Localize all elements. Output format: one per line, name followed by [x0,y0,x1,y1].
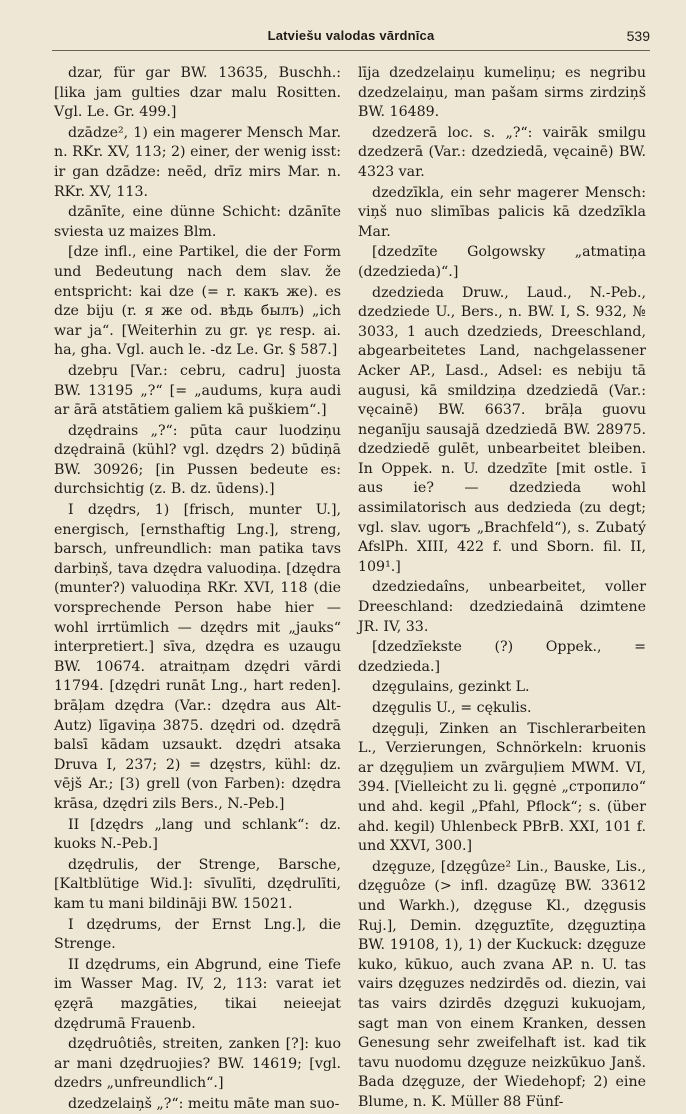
page-number: 539 [626,28,650,44]
entry-dzedziekste: [dzedzīekste (?) Oppek., = dzedzieda.] [358,639,646,675]
entry-dzeguze: dzęguze, [dzęgûze² Lin., Bauske, Lis., dzęguôze (> infl. dzagūzę BW. 33612 und Warkh.), dzęguse Kl., dzęgusis Ruj.], Demin. dzęguztīte, dzęguztiņa BW. 19108, 1), 1) der Kuckuck: dzęguze kuko, kūkuo, auch zvana AP. n. U. tas vairs dzęguzes nedzirdēs od. diezin, vai tas vairs dzirdēs dzęguzi kukuojam, sagt man von einem Kranken, dessen Genesung sehr zweifelhaft ist. kad tik tavu nuodomu dzęguze neizkūkuo Janš. Bada dzęguze, der Wiedehopf; 2) eine Blume, n. K. Müller 88 Fünf- [358,858,646,1110]
entry-dzedrulis: dzędrulis, der Strenge, Barsche, [Kaltblütige Wid.]: sīvulīti, dzędrulīti, kam tu mani bildināji BW. 15021. [54,856,341,912]
entry-dzedrums-1: I dzędrums, der Ernst Lng.], die Strenge. [54,916,341,953]
entry-dzegulis: dzęgulis U., = cękulis. [372,700,532,716]
entry-dzedzieda: dzedzieda Druw., Laud., N.-Peb., dzedziede U., Bers., n. BW. I, S. 932, № 3033, 1 auch dzedzieds, Dreeschland, abgearbeitetes Land, nachgelassener Acker AP., Lasd., Adsel: es nebiju tā augusi, kā smildziņa dzedziedā (Var.: vęcainē) BW. 6637. brāļa guovu neganīju sausajā dzedziedā BW. 28975. dzedziedē gulēt, unbearbeitet bleiben. In Oppek. n. U. dzedzīte [mit ostle. ī aus ie? — dzedzieda wohl assimilatorisch aus dedzieda (zu degt; vgl. slav. ugorъ „Brachfeld“), s. Zubatý AfslPh. XIII, 422 f. und Sborn. fil. II, 109¹.] [358,284,646,575]
entry-dzedzikla: dzedzīkla, ein sehr magerer Mensch: viņš nuo slimības palicis kā dzedzīkla Mar. [358,184,646,240]
entry-continuation: līja dzedzelaiņu kumeliņu; es negribu dzedzelaiņu, man pašam sirms zirdziņš BW. 16489. [358,65,646,121]
entry-dzedrains: dzędrains „?“: pūta caur luodziņu dzędrainā (kühl? vgl. dzędrs 2) būdiņā BW. 30926; [in Pussen bedeute es: durchsichtig (z. B. dz. ūdens).] [54,422,341,498]
running-title: Latviešu valodas vārdnīca [267,28,435,43]
entry-dze: [dze infl., eine Partikel, die der Form und Bedeutung nach dem slav. že entspricht: kai dze (= r. какъ же). es dze biju (r. я же od. вѣдь былъ) „ich war ja“. [Weiterhin zu gr. γε resp. ai. ha, gha. Vgl. auch le. -dz Le. Gr. § 587.] [54,244,341,359]
right-column [358,64,646,1110]
entry-dzar: dzar, für gar BW. 13635, Buschh.: [lika jam gulties dzar malu Rositten. Vgl. Le. Gr. 499.] [54,65,341,121]
entry-dzegulains: dzęgulains, gezinkt L. [372,679,530,696]
entry-dzedzera: dzedzerā loc. s. „?“: vairāk smilgu dzedzerā (Var.: dzedziedā, vęcainē) BW. 4323 var. [358,124,646,180]
entry-dzeguli: dzęguļi, Zinken an Tischlerarbeiten L., Verzierungen, Schnörkeln: kruonis ar dzęguļiem un zvārguļiem MWM. VI, 394. [Vielleicht zu li. gęgnė „стропило“ und ahd. kegil „Pfahl, Pflock“; s. (über ahd. kegil) Uhlenbeck PBrB. XXI, 101 f. und XXVI, 300.] [358,720,646,855]
entry-dzedzite: [dzedzīte Golgowsky „atmatiņa (dzedzieda)“.] [358,244,646,280]
left-column [54,64,341,1112]
entry-dzedrs-1: I dzędrs, 1) [frisch, munter U.], energisch, [ernsthaftig Lng.], streng, barsch, unfreundlich: man patika tavs darbiņš, tava dzędra valuodiņa. [dzędra (munter?) valuodiņa RKr. XVI, 118 (die vorsprechende Person habe hier — wohl irrtümlich — dzędrs mit „jauks“ interpretiert.] sīva, dzędra es uzaugu BW. 10674. atraitņam dzędri vārdi 11794. [dzędri runāt Lng., hart reden]. brāļam dzędra (Var.: dzędra aus Alt-Autz) līgaviņa 3875. dzędri od. dzędrā balsī kādam uzsaukt. dzędri atsaka Druva I, 237; 2) = dzęstrs, kühl: dz. vējš Ar.; [3) grell (von Farben): dzędra krāsa, dzędri zils Bers., N.-Peb.] [54,502,341,812]
entry-dzedzelains: dzedzelaiņš „?“: meitu māte man suo- [68,1095,340,1112]
entry-dzedruoties: dzędruôtiês, streiten, zanken [?]: kuo ar mani dzędruojies? BW. 14619; [vgl. dzedrs „unfreundlich“.] [54,1036,341,1092]
entry-dzanite: dzānīte, eine dünne Schicht: dzānīte sviesta uz maizes Blm. [54,204,341,240]
entry-dzadze: dzādze², 1) ein magerer Mensch Mar. n. RKr. XV, 113; 2) einer, der wenig isst: ir gan dzādze: neēd, drīz mirs Mar. n. RKr. XV, 113. [54,124,341,200]
page-header [52,28,650,51]
entry-dzebru: dzebŗu [Var.: cebru, cadru] juosta BW. 13195 „?“ [= „audums, kuŗa audi ar ārā atstātiem galiem kā puškiem“.] [54,362,341,419]
entry-dzedziedains: dzedziedaîns, unbearbeitet, voller Dreeschland: dzedziedainā dzimtene JR. IV, 33. [358,579,646,635]
entry-dzedrs-2: II [dzędrs „lang und schlank“: dz. kuoks N.-Peb.] [54,816,341,853]
entry-dzedrums-2: II dzędrums, ein Abgrund, eine Tiefe im Wasser Mag. IV, 2, 113: varat iet ęzęrā mazgāties, tikai neieejat dzędrumā Frauenb. [54,956,341,1032]
